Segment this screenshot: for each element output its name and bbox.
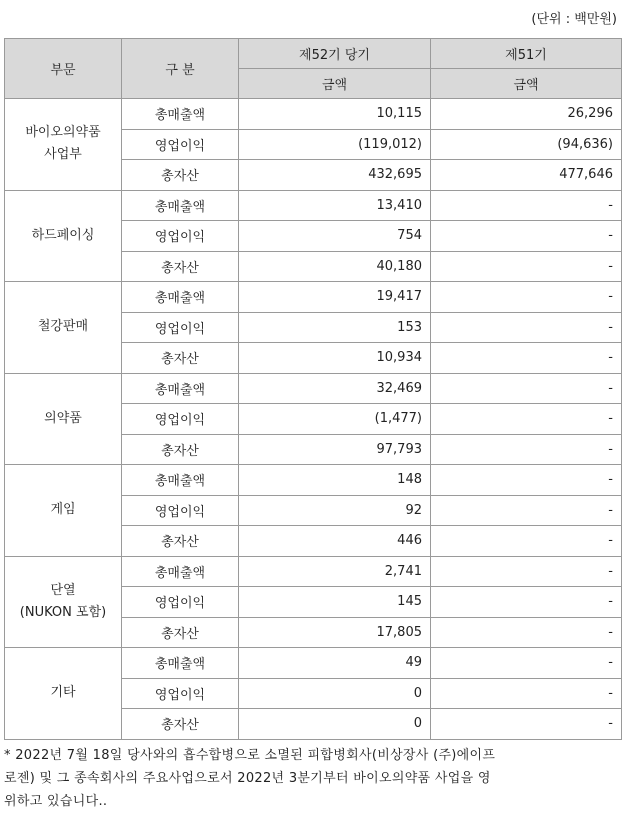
prior-amount: - bbox=[431, 678, 622, 709]
unit-note: (단위 : 백만원) bbox=[531, 12, 617, 27]
current-amount: 10,934 bbox=[239, 343, 431, 374]
prior-amount: - bbox=[431, 434, 622, 465]
prior-amount: - bbox=[431, 282, 622, 313]
row-item: 영업이익 bbox=[122, 587, 239, 618]
row-item: 영업이익 bbox=[122, 129, 239, 160]
segment-name bbox=[5, 282, 122, 374]
segment-name-line: 게임 bbox=[50, 502, 76, 518]
header-item: 구 분 bbox=[122, 39, 239, 99]
prior-amount: - bbox=[431, 648, 622, 679]
current-amount: 432,695 bbox=[239, 160, 431, 191]
prior-amount: - bbox=[431, 526, 622, 557]
row-item: 총매출액 bbox=[122, 373, 239, 404]
row-item: 총자산 bbox=[122, 251, 239, 282]
current-amount: 446 bbox=[239, 526, 431, 557]
row-item: 총매출액 bbox=[122, 465, 239, 496]
segment-name-line: 철강판매 bbox=[37, 319, 89, 335]
prior-amount: - bbox=[431, 373, 622, 404]
prior-amount: - bbox=[431, 709, 622, 740]
prior-amount: - bbox=[431, 465, 622, 496]
segment-financial-table bbox=[4, 38, 622, 740]
segment-name bbox=[5, 648, 122, 740]
table-row bbox=[5, 282, 622, 313]
current-amount: 148 bbox=[239, 465, 431, 496]
footnote bbox=[4, 744, 618, 813]
row-item: 영업이익 bbox=[122, 495, 239, 526]
current-amount: 754 bbox=[239, 221, 431, 252]
segment-name bbox=[5, 190, 122, 282]
prior-amount: - bbox=[431, 556, 622, 587]
current-amount: 32,469 bbox=[239, 373, 431, 404]
current-amount: 2,741 bbox=[239, 556, 431, 587]
row-item: 총자산 bbox=[122, 526, 239, 557]
row-item: 영업이익 bbox=[122, 221, 239, 252]
table-row bbox=[5, 190, 622, 221]
header-segment: 부문 bbox=[5, 39, 122, 99]
current-amount: 10,115 bbox=[239, 99, 431, 130]
segment-name-line: 사업부 bbox=[44, 147, 82, 163]
row-item: 총매출액 bbox=[122, 648, 239, 679]
header-current-amount: 금액 bbox=[239, 69, 431, 99]
row-item: 영업이익 bbox=[122, 404, 239, 435]
segment-name-line: 바이오의약품 bbox=[25, 125, 101, 141]
table-row bbox=[5, 465, 622, 496]
prior-amount: - bbox=[431, 221, 622, 252]
row-item: 총매출액 bbox=[122, 99, 239, 130]
header-current-period: 제52기 당기 bbox=[239, 39, 431, 69]
row-item: 총자산 bbox=[122, 709, 239, 740]
header-row-1 bbox=[5, 39, 622, 69]
prior-amount: - bbox=[431, 587, 622, 618]
current-amount: 0 bbox=[239, 709, 431, 740]
prior-amount: - bbox=[431, 495, 622, 526]
row-item: 총자산 bbox=[122, 434, 239, 465]
current-amount: 13,410 bbox=[239, 190, 431, 221]
row-item: 영업이익 bbox=[122, 312, 239, 343]
prior-amount: - bbox=[431, 312, 622, 343]
table-row bbox=[5, 648, 622, 679]
segment-name bbox=[5, 465, 122, 557]
current-amount: 97,793 bbox=[239, 434, 431, 465]
prior-amount: - bbox=[431, 404, 622, 435]
header-prior-period: 제51기 bbox=[431, 39, 622, 69]
segment-name bbox=[5, 556, 122, 648]
row-item: 총매출액 bbox=[122, 556, 239, 587]
segment-name bbox=[5, 373, 122, 465]
table-row bbox=[5, 556, 622, 587]
footnote-line: 로젠) 및 그 종속회사의 주요사업으로서 2022년 3분기부터 바이오의약품 사업을 영 bbox=[4, 771, 491, 786]
current-amount: 40,180 bbox=[239, 251, 431, 282]
prior-amount: (94,636) bbox=[431, 129, 622, 160]
current-amount: (119,012) bbox=[239, 129, 431, 160]
prior-amount: - bbox=[431, 617, 622, 648]
current-amount: 19,417 bbox=[239, 282, 431, 313]
table-row bbox=[5, 99, 622, 130]
current-amount: 92 bbox=[239, 495, 431, 526]
row-item: 총매출액 bbox=[122, 282, 239, 313]
segment-name bbox=[5, 99, 122, 191]
current-amount: 0 bbox=[239, 678, 431, 709]
row-item: 영업이익 bbox=[122, 678, 239, 709]
row-item: 총자산 bbox=[122, 160, 239, 191]
segment-name-line: 하드페이싱 bbox=[31, 227, 95, 243]
prior-amount: - bbox=[431, 190, 622, 221]
footnote-line: 위하고 있습니다.. bbox=[4, 794, 108, 809]
prior-amount: - bbox=[431, 343, 622, 374]
prior-amount: 477,646 bbox=[431, 160, 622, 191]
table-row bbox=[5, 373, 622, 404]
row-item: 총자산 bbox=[122, 343, 239, 374]
header-prior-amount: 금액 bbox=[431, 69, 622, 99]
footnote-line: * 2022년 7월 18일 당사와의 흡수합병으로 소멸된 피합병회사(비상장사 (주)에이프 bbox=[4, 748, 496, 763]
prior-amount: - bbox=[431, 251, 622, 282]
segment-name-line: 단열 bbox=[50, 582, 76, 598]
current-amount: (1,477) bbox=[239, 404, 431, 435]
segment-name-line: (NUKON 포함) bbox=[19, 604, 107, 620]
prior-amount: 26,296 bbox=[431, 99, 622, 130]
current-amount: 145 bbox=[239, 587, 431, 618]
segment-name-line: 의약품 bbox=[44, 410, 82, 426]
current-amount: 17,805 bbox=[239, 617, 431, 648]
current-amount: 49 bbox=[239, 648, 431, 679]
row-item: 총자산 bbox=[122, 617, 239, 648]
current-amount: 153 bbox=[239, 312, 431, 343]
segment-name-line: 기타 bbox=[50, 685, 76, 701]
row-item: 총매출액 bbox=[122, 190, 239, 221]
